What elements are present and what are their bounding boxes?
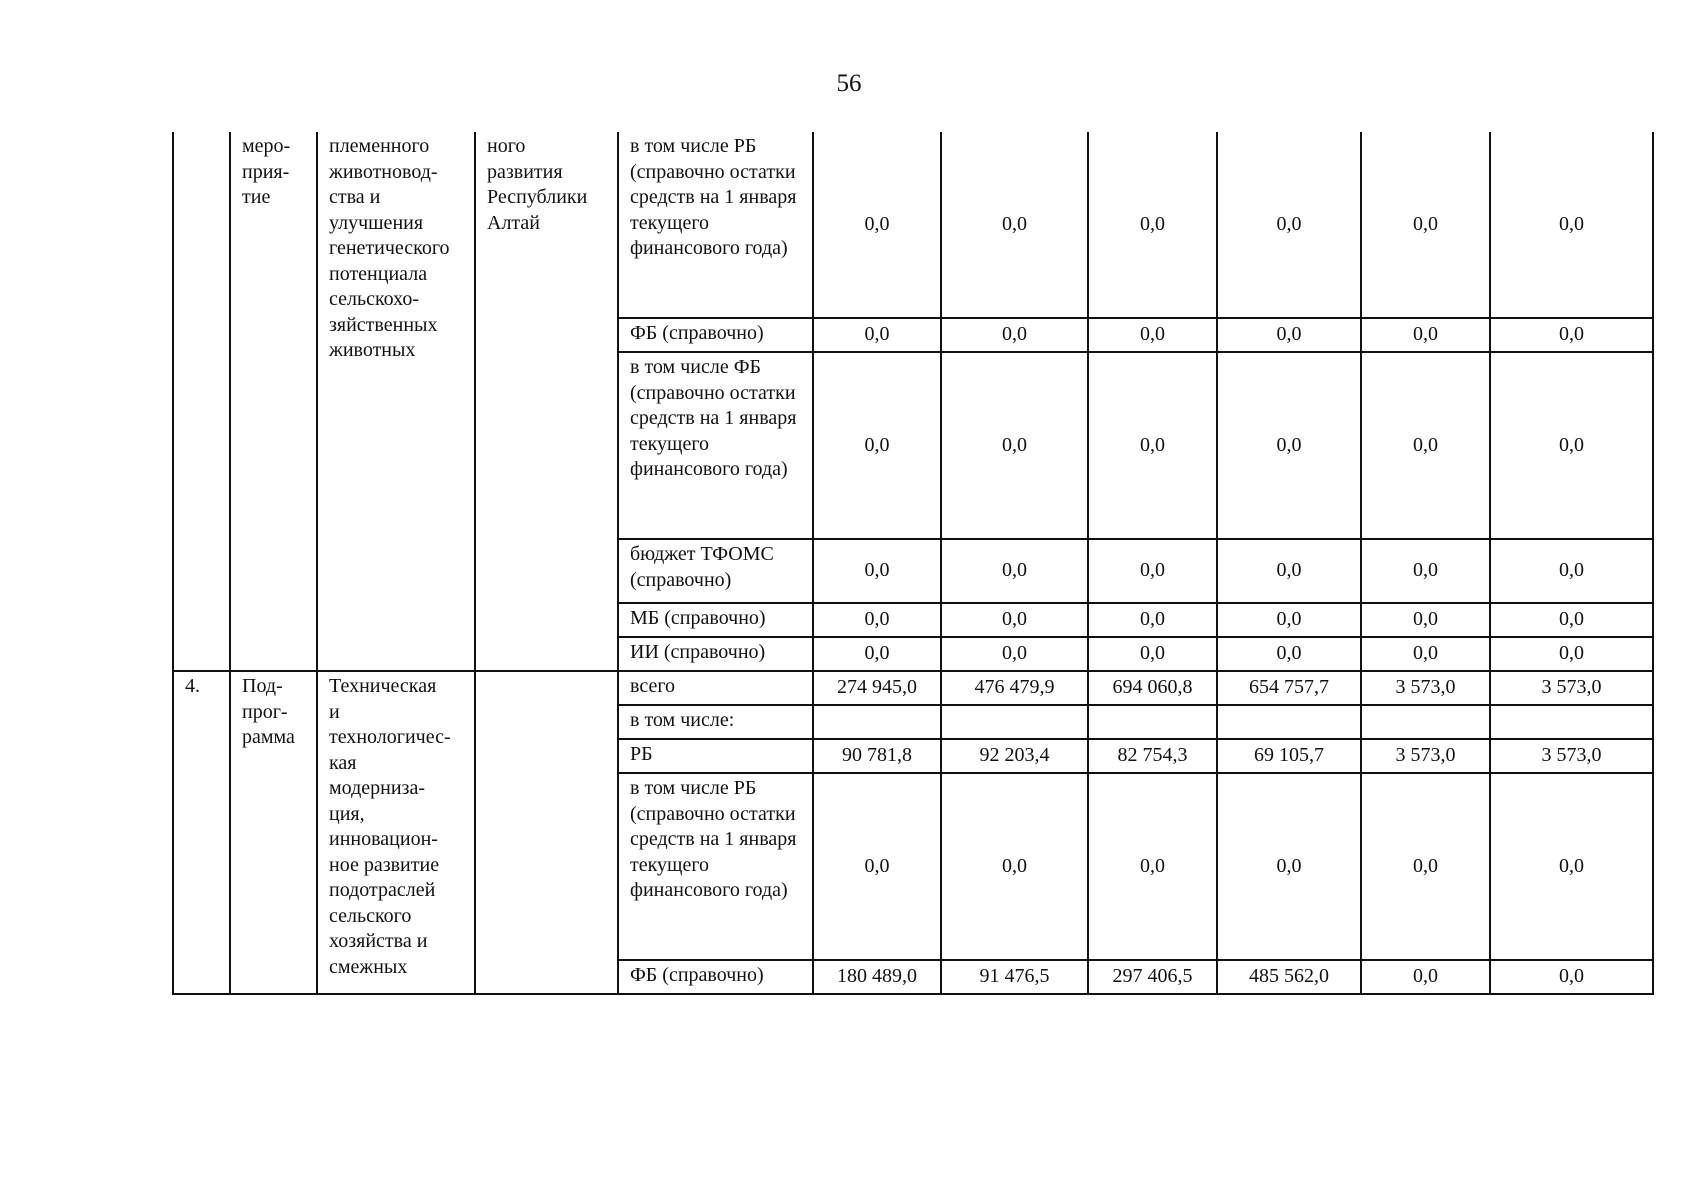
executor-cell [475,671,618,994]
value-cell: 0,0 [1490,637,1653,671]
value-cell: 3 573,0 [1490,739,1653,773]
value-cell: 0,0 [1361,539,1490,603]
value-cell: 3 573,0 [1361,739,1490,773]
value-cell: 297 406,5 [1088,960,1217,994]
funding-source-cell: ФБ (справочно) [618,318,813,352]
value-cell: 0,0 [941,637,1088,671]
value-cell: 0,0 [1490,603,1653,637]
value-cell: 0,0 [813,773,941,960]
value-cell: 485 562,0 [1217,960,1361,994]
value-cell: 0,0 [1361,637,1490,671]
executor-cell: ного развития Республики Алтай [475,132,618,671]
funding-source-cell: в том числе ФБ (справочно остатки средств на 1 января текущего финансового года) [618,352,813,539]
value-cell: 0,0 [1217,539,1361,603]
funding-source-cell: ФБ (справочно) [618,960,813,994]
value-cell: 274 945,0 [813,671,941,705]
row-number-cell: 4. [173,671,230,994]
value-cell [941,705,1088,739]
value-cell: 0,0 [941,603,1088,637]
funding-source-cell: бюджет ТФОМС (справочно) [618,539,813,603]
value-cell [1361,705,1490,739]
value-cell: 0,0 [1490,352,1653,539]
value-cell: 694 060,8 [1088,671,1217,705]
value-cell: 0,0 [1217,773,1361,960]
value-cell: 0,0 [813,132,941,318]
value-cell: 0,0 [1088,603,1217,637]
funding-source-cell: в том числе: [618,705,813,739]
value-cell: 0,0 [941,773,1088,960]
value-cell: 0,0 [1088,773,1217,960]
value-cell [1217,705,1361,739]
budget-table [172,132,1654,995]
value-cell: 92 203,4 [941,739,1088,773]
value-cell: 0,0 [1088,318,1217,352]
value-cell: 0,0 [1361,960,1490,994]
value-cell: 0,0 [1361,603,1490,637]
value-cell: 0,0 [1361,318,1490,352]
value-cell: 0,0 [1088,132,1217,318]
table-row [173,671,1653,705]
value-cell: 0,0 [1088,539,1217,603]
value-cell: 0,0 [1490,132,1653,318]
value-cell: 0,0 [1361,352,1490,539]
value-cell: 90 781,8 [813,739,941,773]
value-cell: 3 573,0 [1490,671,1653,705]
funding-source-cell: РБ [618,739,813,773]
value-cell: 0,0 [941,318,1088,352]
value-cell: 654 757,7 [1217,671,1361,705]
value-cell: 0,0 [813,637,941,671]
value-cell: 0,0 [1217,637,1361,671]
value-cell [1490,705,1653,739]
value-cell: 0,0 [1217,318,1361,352]
value-cell: 69 105,7 [1217,739,1361,773]
value-cell: 0,0 [1088,637,1217,671]
value-cell: 0,0 [941,132,1088,318]
item-type-cell: Под- прог- рамма [230,671,317,994]
value-cell: 0,0 [813,318,941,352]
value-cell: 0,0 [813,603,941,637]
value-cell: 0,0 [1217,132,1361,318]
value-cell: 0,0 [1490,539,1653,603]
value-cell: 0,0 [941,352,1088,539]
funding-source-cell: в том числе РБ (справочно остатки средств на 1 января текущего финансового года) [618,132,813,318]
value-cell: 82 754,3 [1088,739,1217,773]
row-number-cell [173,132,230,671]
funding-source-cell: в том числе РБ (справочно остатки средств на 1 января текущего финансового года) [618,773,813,960]
item-name-cell: Техническая и технологичес- кая модерниза- ция, инновацион- ное развитие подотраслей сельского хозяйства и смежных [317,671,475,994]
value-cell: 3 573,0 [1361,671,1490,705]
value-cell: 0,0 [813,539,941,603]
page-number: 56 [836,70,862,97]
funding-source-cell: ИИ (справочно) [618,637,813,671]
value-cell: 0,0 [1361,132,1490,318]
value-cell: 91 476,5 [941,960,1088,994]
item-name-cell: племенного животновод- ства и улучшения генетического потенциала сельскохо- зяйственных животных [317,132,475,671]
value-cell: 0,0 [1088,352,1217,539]
value-cell: 0,0 [941,539,1088,603]
value-cell: 0,0 [1490,318,1653,352]
funding-source-cell: МБ (справочно) [618,603,813,637]
item-type-cell: меро- прия- тие [230,132,317,671]
funding-source-cell: всего [618,671,813,705]
value-cell: 0,0 [1490,773,1653,960]
table-row [173,132,1653,318]
value-cell [1088,705,1217,739]
value-cell: 0,0 [813,352,941,539]
value-cell: 0,0 [1217,352,1361,539]
value-cell: 180 489,0 [813,960,941,994]
value-cell: 0,0 [1490,960,1653,994]
value-cell: 0,0 [1217,603,1361,637]
value-cell: 476 479,9 [941,671,1088,705]
value-cell: 0,0 [1361,773,1490,960]
value-cell [813,705,941,739]
